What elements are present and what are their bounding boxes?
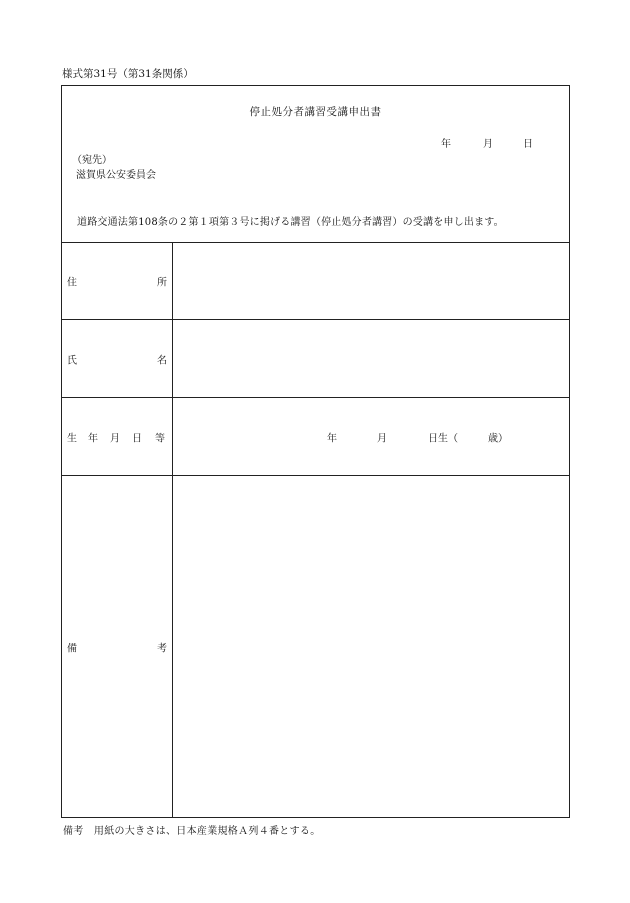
birth-label-char-1: 生 [67,433,77,444]
form-id: 様式第31号（第31条関係） [62,68,194,80]
form-title: 停止処分者講習受講申出書 [249,106,382,118]
application-statement: 道路交通法第108条の２第１項第３号に掲げる講習（停止処分者講習）の受講を申し出ます。 [77,217,504,228]
remarks-label-char-1: 備 [67,643,77,654]
form-header [62,86,569,243]
remarks-label-cell [62,476,173,817]
remarks-label-char-2: 考 [157,643,167,654]
birth-year-label: 年 [327,433,337,444]
footnote: 備考 用紙の大きさは、日本産業規格Ａ列４番とする。 [63,826,321,837]
birth-age-label: 歳） [488,433,508,444]
birth-label-char-3: 月 [110,433,120,444]
birth-label-cell [62,398,173,475]
birth-born-label: 日生（ [428,433,458,444]
birth-label-char-2: 年 [88,433,98,444]
date-year-label: 年 [441,139,451,150]
birth-label-char-4: 日 [132,433,142,444]
address-row [62,242,569,320]
addressee-label: （宛先） [72,155,112,166]
address-label-char-2: 所 [157,277,167,288]
name-label-char-2: 名 [157,355,167,366]
addressee-name: 滋賀県公安委員会 [76,170,156,181]
name-label-cell [62,320,173,397]
birth-row [62,398,569,476]
date-month-label: 月 [483,139,493,150]
address-label-cell [62,242,173,319]
application-form [61,85,570,818]
birth-label-char-5: 等 [155,433,165,444]
date-day-label: 日 [523,139,533,150]
birth-month-label: 月 [377,433,387,444]
name-label-char-1: 氏 [67,355,77,366]
address-label-char-1: 住 [67,277,77,288]
remarks-row [62,476,569,817]
name-row [62,320,569,398]
